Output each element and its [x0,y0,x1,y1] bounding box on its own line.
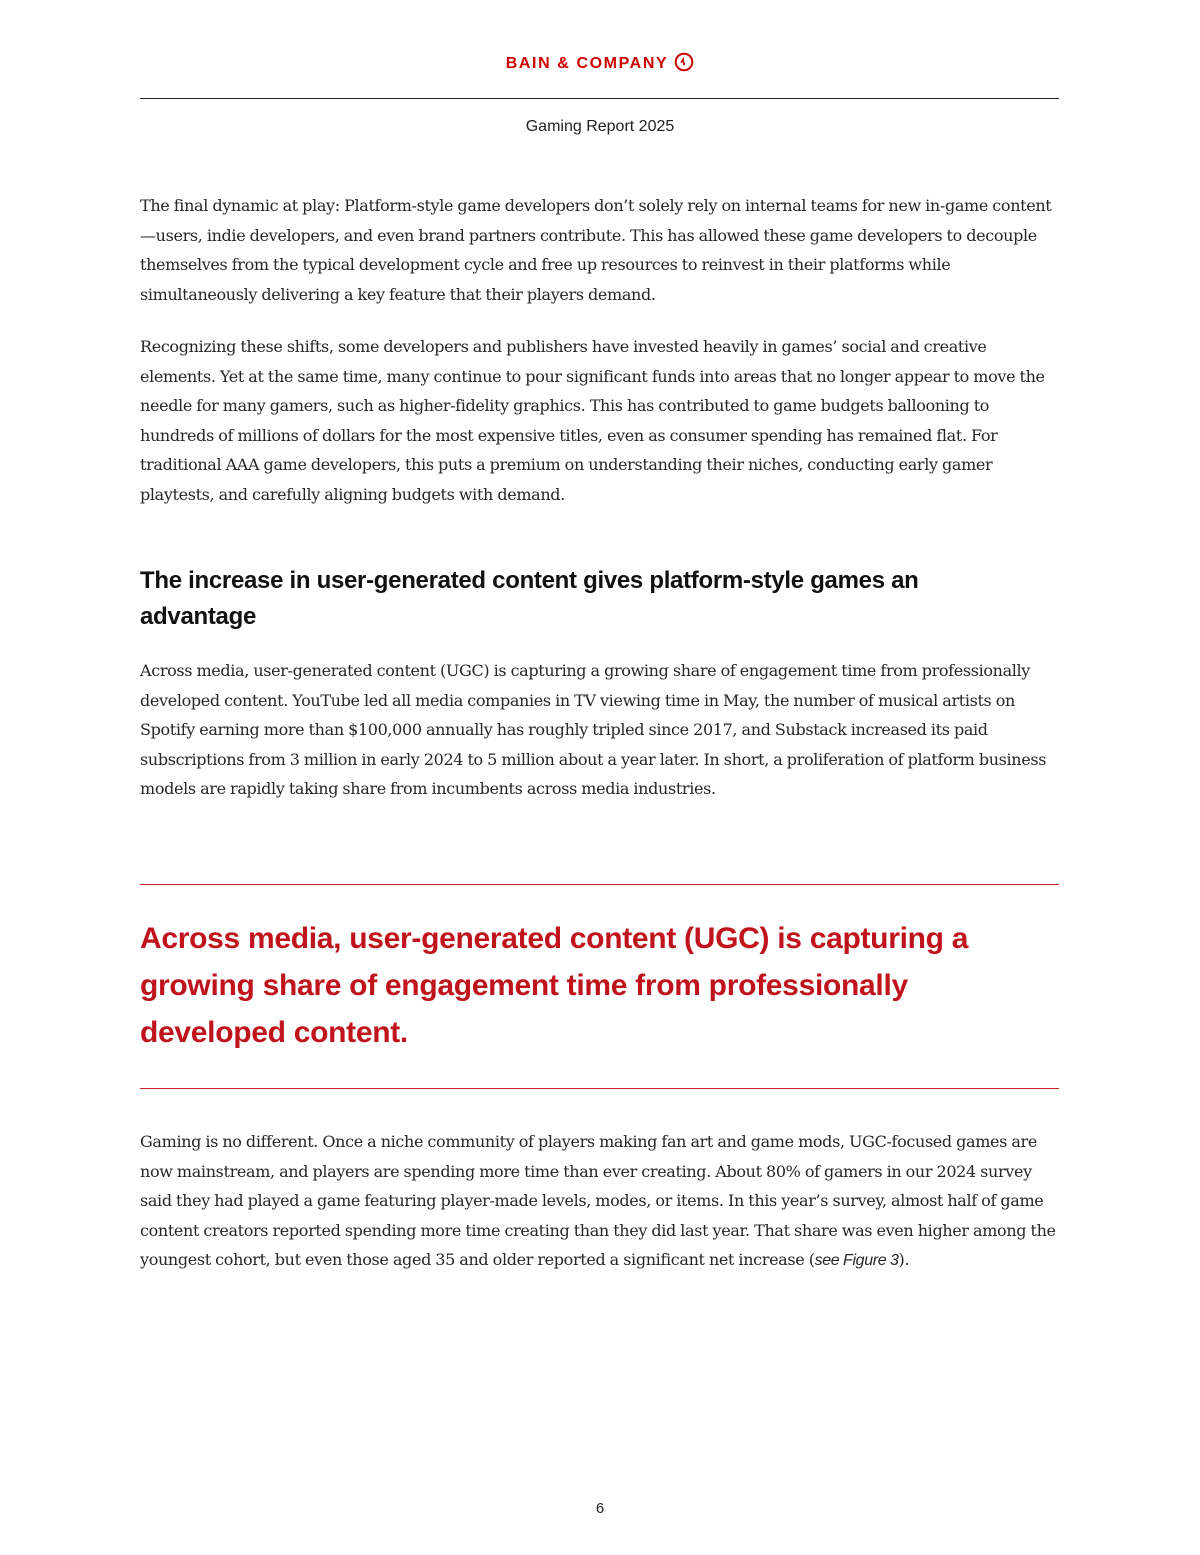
circle-arrow-icon [674,52,694,77]
pull-quote: Across media, user-generated content (UGC) is capturing a growing share of engagement time from professionally developed content. [140,922,969,1049]
pull-quote-top-divider [140,884,1059,885]
figure-reference: see Figure 3 [814,1252,899,1269]
body-paragraph-3: Across media, user-generated content (UGC) is capturing a growing share of engagement time from professionally developed content. YouTube led all media companies in TV viewing time in May, the number of musical artists on Spotify earning more than $100,000 annually has roughly tripled since 2017, and Substack increased its paid subscriptions from 3 million in early 2024 to 5 million about a year later. In short, a proliferation of platform business models are rapidly taking share from incumbents across media industries. [140,661,1047,798]
pull-quote-bottom-divider [140,1088,1059,1089]
header-divider [140,98,1059,99]
body-paragraph-1: The final dynamic at play: Platform-style game developers don’t solely rely on internal teams for new in-game content—users, indie developers, and even brand partners contribute. This has allowed these game developers to decouple themselves from the typical development cycle and free up resources to reinvest in their platforms while simultaneously delivering a key feature that their players demand. [140,196,1052,304]
paragraph-4-text: Gaming is no different. Once a niche community of players making fan art and game mods, UGC-focused games are now mainstream, and players are spending more time than ever creating. About 80% of gamers in our 2024 survey said they had played a game featuring player-made levels, modes, or items. In this year’s survey, almost half of game content creators reported spending more time creating than they did last year. That share was even higher among the youngest cohort, but even those aged 35 and older reported a significant net increase ( [140,1132,1056,1269]
brand-header [0,52,1200,77]
body-paragraph-4 [140,1127,1060,1276]
page-number: 6 [595,1500,605,1517]
body-paragraph-2: Recognizing these shifts, some developers and publishers have invested heavily in games’ social and creative elements. Yet at the same time, many continue to pour significant funds into areas that no longer appear to move the needle for many gamers, such as higher-fidelity graphics. This has contributed to game budgets ballooning to hundreds of millions of dollars for the most expensive titles, even as consumer spending has remained flat. For traditional AAA game developers, this puts a premium on understanding their niches, conducting early gamer playtests, and carefully aligning budgets with demand. [140,337,1045,504]
section-subheading: The increase in user-generated content gives platform-style games an advantage [140,567,919,630]
report-title: Gaming Report 2025 [525,118,675,135]
paragraph-4-end: ). [898,1250,910,1269]
brand-name: BAIN & COMPANY [505,55,669,72]
